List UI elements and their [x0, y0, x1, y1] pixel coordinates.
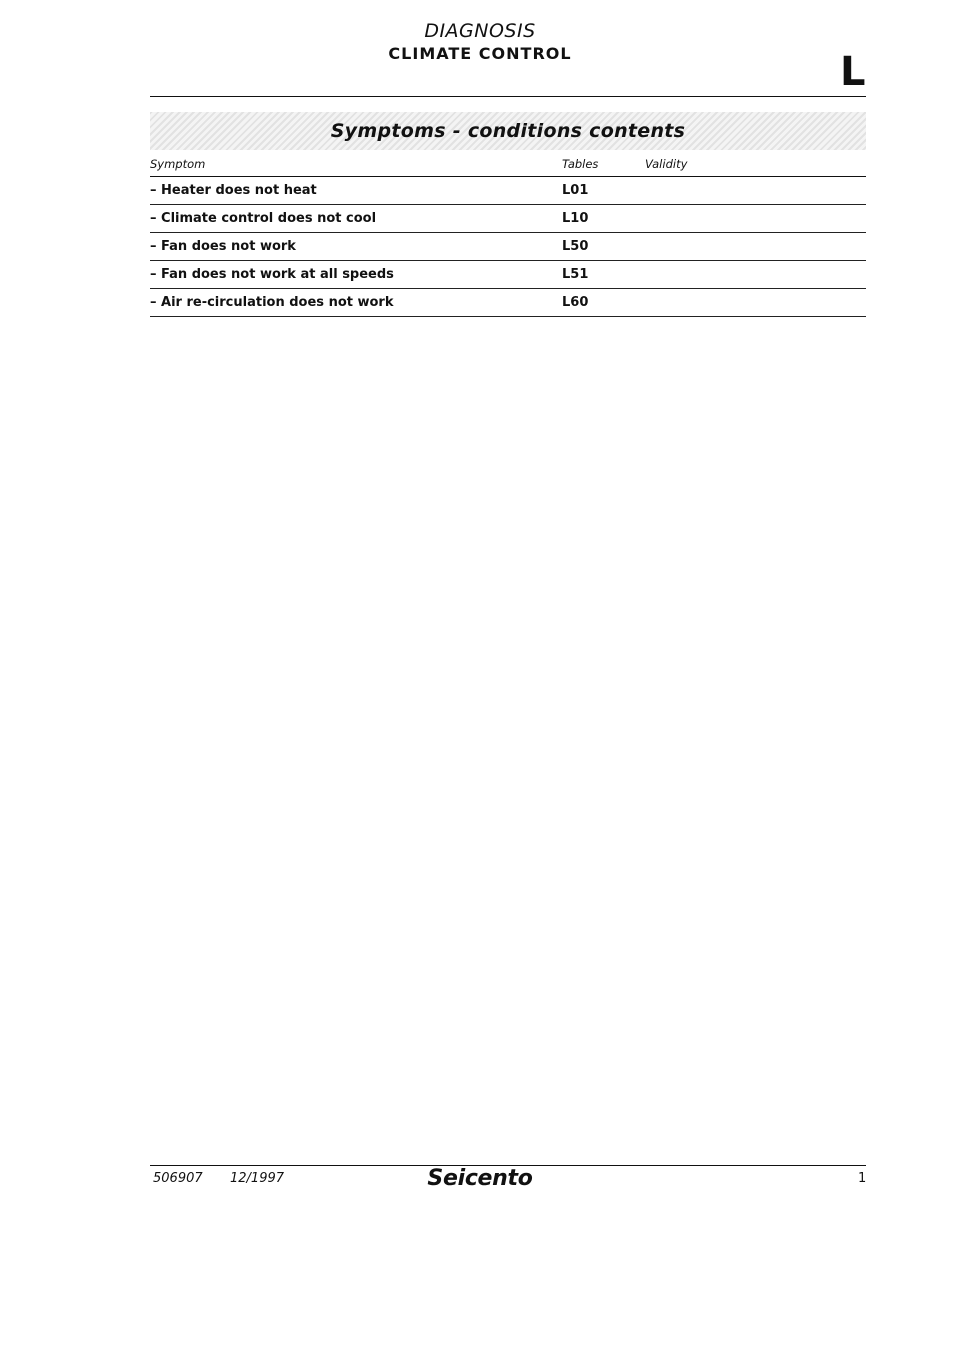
symptom-cell: – Climate control does not cool: [150, 211, 377, 226]
table-row: [150, 205, 866, 233]
table-ref-cell: L10: [562, 211, 589, 226]
table-ref-cell: L51: [562, 267, 589, 282]
header-divider: [150, 96, 866, 97]
table-ref-cell: L50: [562, 239, 589, 254]
column-header-tables: Tables: [562, 157, 599, 171]
chapter-title: CLIMATE CONTROL: [388, 44, 572, 63]
document-code: 506907: [153, 1171, 203, 1186]
column-header-validity: Validity: [645, 157, 688, 171]
symptom-cell: – Fan does not work at all speeds: [150, 267, 394, 282]
table-ref-cell: L60: [562, 295, 589, 310]
table-row: [150, 177, 866, 205]
symptom-cell: – Heater does not heat: [150, 183, 317, 198]
symptom-cell: – Air re-circulation does not work: [150, 295, 394, 310]
column-header-symptom: Symptom: [150, 157, 206, 171]
table-row: [150, 233, 866, 261]
chapter-letter: L: [840, 49, 866, 95]
page-number: 1: [858, 1171, 867, 1186]
table-row: [150, 261, 866, 289]
brand-logo-text: Seicento: [427, 1166, 533, 1191]
symptom-cell: – Fan does not work: [150, 239, 296, 254]
page-header: [0, 20, 960, 65]
table-ref-cell: L01: [562, 183, 589, 198]
section-title: DIAGNOSIS: [424, 20, 536, 42]
table-row: [150, 289, 866, 317]
symptoms-table: [150, 177, 866, 317]
banner-title: Symptoms - conditions contents: [330, 120, 686, 142]
document-date: 12/1997: [230, 1171, 285, 1186]
contents-banner: [150, 112, 866, 150]
